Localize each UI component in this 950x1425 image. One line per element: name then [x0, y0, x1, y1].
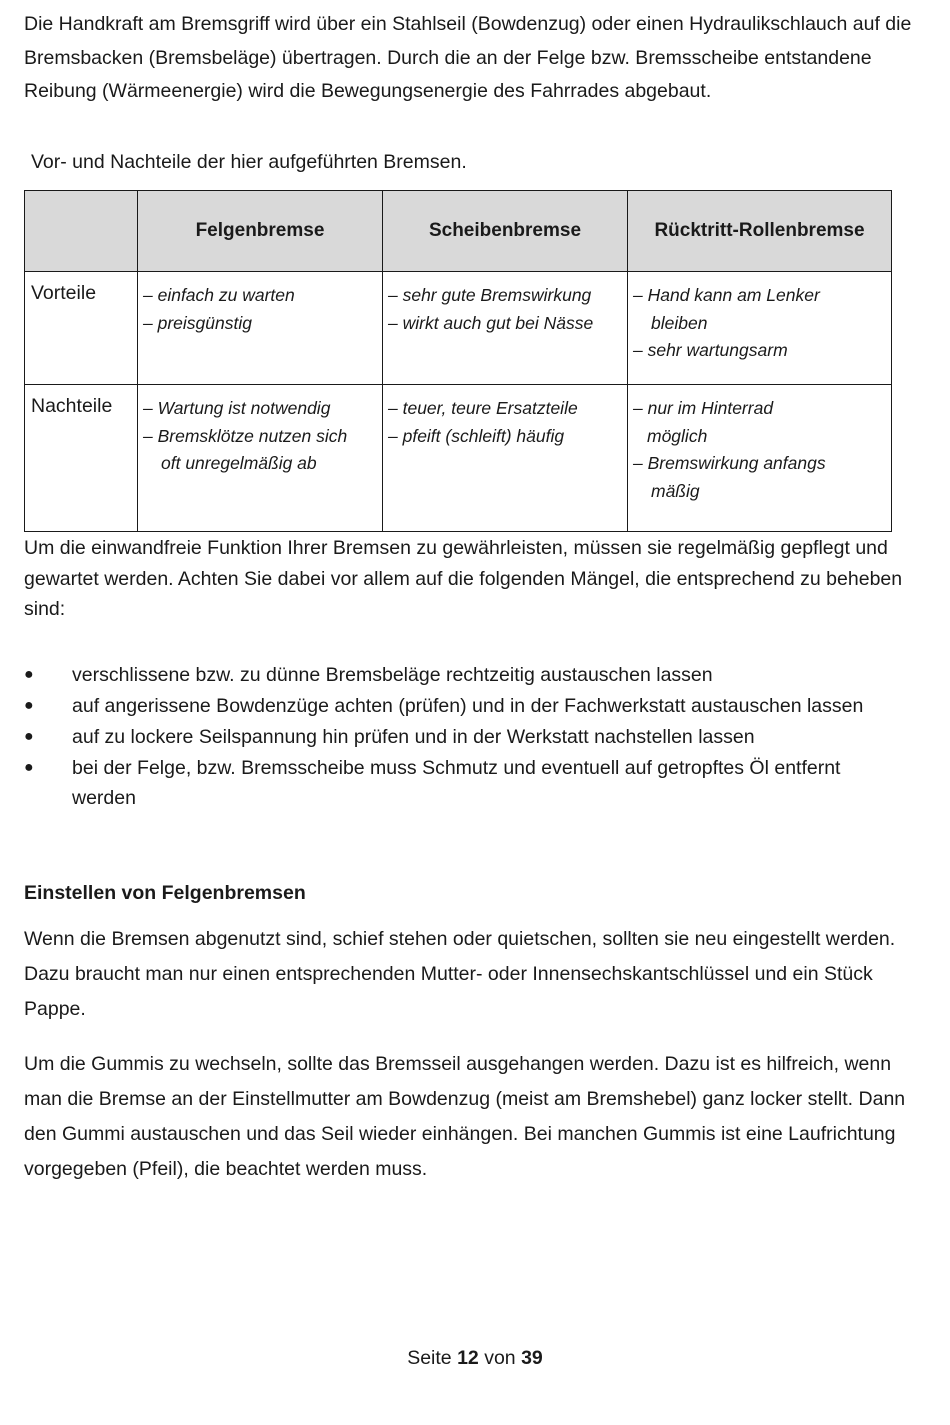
cell-line: – sehr wartungsarm	[633, 340, 788, 360]
cell-line: – sehr gute Bremswirkung	[388, 285, 592, 305]
list-item-text: bei der Felge, bzw. Bremsscheibe muss Schmutz und eventuell auf getropftes Öl entfernt werden	[72, 757, 841, 809]
list-item	[24, 753, 904, 813]
cell-scheibenbremse-nachteile	[383, 385, 628, 532]
cell-scheibenbremse-vorteile	[383, 272, 628, 385]
list-item-text: auf angerissene Bowdenzüge achten (prüfen) und in der Fachwerkstatt austauschen lassen	[72, 695, 864, 717]
maintenance-paragraph: Um die einwandfreie Funktion Ihrer Bremsen zu gewährleisten, müssen sie regelmäßig gepflegt und gewartet werden. Achten Sie dabei vor allem auf die folgenden Mängel, die entsprechend zu beheben sind:	[24, 537, 903, 620]
cell-line: – pfeift (schleift) häufig	[388, 425, 565, 446]
footer-prefix: Seite	[407, 1347, 452, 1369]
table-header-corner	[25, 191, 138, 272]
cell-line: – wirkt auch gut bei Nässe	[388, 312, 594, 333]
cell-ruecktritt-vorteile	[628, 272, 892, 385]
adjusting-paragraph-1: Wenn die Bremsen abgenutzt sind, schief stehen oder quietschen, sollten sie neu eingestellt werden. Dazu braucht man nur einen entsprechenden Mutter- oder Innensechskantschlüssel und ein Stück Pappe.	[24, 928, 896, 1020]
list-item	[24, 691, 904, 721]
cell-ruecktritt-nachteile	[628, 385, 892, 532]
defects-list	[24, 660, 904, 814]
cell-line: – Bremsklötze nutzen sich	[143, 425, 348, 446]
page-number-footer	[0, 1343, 950, 1373]
brake-comparison-table	[24, 190, 892, 532]
cell-line: bleiben	[651, 312, 708, 333]
list-item	[24, 660, 904, 690]
list-item-text: verschlissene bzw. zu dünne Bremsbeläge rechtzeitig austauschen lassen	[72, 664, 713, 686]
bullet-icon: ●	[24, 666, 34, 683]
bullet-icon: ●	[24, 759, 34, 776]
table-caption: Vor- und Nachteile der hier aufgeführten Bremsen.	[31, 151, 467, 173]
cell-line: – nur im Hinterrad	[633, 398, 774, 418]
section-heading: Einstellen von Felgenbremsen	[24, 882, 306, 904]
cell-felgenbremse-nachteile	[138, 385, 383, 532]
cell-line: – Hand kann am Lenker	[633, 285, 820, 305]
cell-line: oft unregelmäßig ab	[161, 453, 317, 473]
table-header-row	[25, 191, 892, 272]
row-label-nachteile: Nachteile	[25, 385, 138, 532]
cell-felgenbremse-vorteile	[138, 272, 383, 385]
table-row-vorteile	[25, 272, 892, 385]
row-label-vorteile: Vorteile	[25, 272, 138, 385]
cell-line: – Bremswirkung anfangs	[633, 453, 826, 473]
list-item-text: auf zu lockere Seilspannung hin prüfen und in der Werkstatt nachstellen lassen	[72, 726, 755, 748]
table-header-felgenbremse: Felgenbremse	[138, 191, 383, 272]
intro-paragraph: Die Handkraft am Bremsgriff wird über ein Stahlseil (Bowdenzug) oder einen Hydraulikschlauch auf die Bremsbacken (Bremsbeläge) übertragen. Durch die an der Felge bzw. Bremsscheibe entstandene Reibung (Wärmeenergie) wird die Bewegungsenergie des Fahrrades abgebaut.	[24, 13, 912, 102]
cell-line: möglich	[647, 425, 708, 446]
table-row-nachteile	[25, 385, 892, 532]
bullet-icon: ●	[24, 728, 34, 745]
table-header-scheibenbremse: Scheibenbremse	[383, 191, 628, 272]
current-page-number: 12	[457, 1347, 479, 1369]
bullet-icon: ●	[24, 697, 34, 714]
cell-line: – teuer, teure Ersatzteile	[388, 398, 578, 418]
footer-middle: von	[484, 1347, 516, 1369]
cell-line: – Wartung ist notwendig	[143, 398, 331, 418]
list-item	[24, 722, 904, 752]
cell-line: – preisgünstig	[143, 312, 252, 333]
adjusting-paragraph-2: Um die Gummis zu wechseln, sollte das Bremsseil ausgehangen werden. Dazu ist es hilfreich, wenn man die Bremse an der Einstellmutter am Bowdenzug (meist am Bremshebel) ganz locker stellt. Dann den Gummi austauschen und das Seil wieder einhängen. Bei manchen Gummis ist eine Laufrichtung vorgegeben (Pfeil), die beachtet werden muss.	[24, 1053, 906, 1180]
cell-line: mäßig	[651, 480, 700, 501]
total-page-number: 39	[521, 1347, 543, 1369]
table-header-ruecktritt: Rücktritt-Rollenbremse	[628, 191, 892, 272]
cell-line: – einfach zu warten	[143, 285, 295, 305]
